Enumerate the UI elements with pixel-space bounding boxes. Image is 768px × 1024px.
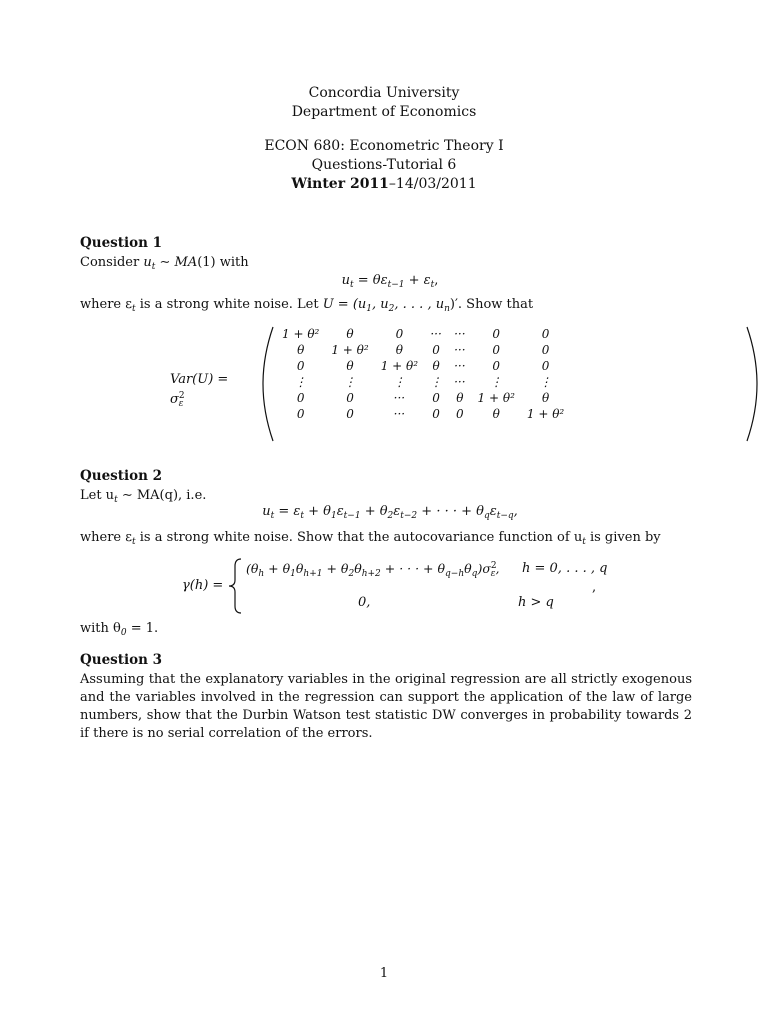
matrix-cell: 0 <box>432 343 440 357</box>
matrix-cell: ··· <box>393 391 406 405</box>
matrix-cell: 0 <box>395 327 404 341</box>
matrix-cell: ··· <box>454 327 466 341</box>
trailing-comma: , <box>592 580 597 595</box>
matrix-cell: 0 <box>432 391 440 405</box>
matrix-cell: θ <box>346 359 354 373</box>
matrix-cell: 0 <box>492 327 501 341</box>
matrix-cell: θ <box>346 327 354 341</box>
term-name: Winter 2011 <box>291 176 389 192</box>
matrix-cell: 0 <box>541 359 550 373</box>
question-3-heading: Question 3 <box>80 652 163 668</box>
matrix-cell: 0 <box>492 343 501 357</box>
matrix-cell: ⋮ <box>539 375 552 389</box>
matrix-row <box>276 390 570 406</box>
matrix-cell: 0 <box>541 343 550 357</box>
matrix-cell: ⋮ <box>393 375 406 389</box>
matrix-cell: ··· <box>454 343 466 357</box>
gamma-label: γ(h) = <box>182 578 224 593</box>
matrix-cell: 0 <box>296 359 305 373</box>
matrix-cell: ··· <box>454 375 466 389</box>
question-2 <box>80 467 700 507</box>
question-3 <box>80 651 692 743</box>
document-header <box>0 84 768 194</box>
matrix-cell: ··· <box>454 359 466 373</box>
matrix-cell: 0 <box>346 407 354 421</box>
case-1-expression: ($\theta_h + \theta_1\theta_{h+1} + \theta_2\theta_{h+2}$ + · · · + $\theta_{q-h}\theta_q)\sigma^2_\varepsilon$, <box>246 561 500 579</box>
matrix-cell: θ <box>456 391 464 405</box>
case-1-condition: h = 0, . . . , q <box>522 561 608 576</box>
matrix-cell: 0 <box>455 407 464 421</box>
question-2-with: with $\theta_0 = 1$. <box>80 621 159 638</box>
matrix-cell: 1 + θ² <box>380 359 419 373</box>
question-3-text: Assuming that the explanatory variables in the original regression are all strictly exogenous and the variables involved in the regression can support the application of the law of large numbers, show that the Durbin Watson test statistic DW converges in probability towards 2 if there is no serial correlation of the errors. <box>80 671 692 741</box>
left-brace-icon <box>228 558 242 614</box>
question-1-heading: Question 1 <box>80 235 163 251</box>
term-line <box>0 175 768 194</box>
autocovariance-function <box>182 558 608 614</box>
matrix-cell: θ <box>541 391 550 405</box>
matrix-cell: 1 + θ² <box>331 343 369 357</box>
page-number: 1 <box>379 966 389 981</box>
question-2-heading: Question 2 <box>80 468 163 484</box>
matrix-cell: 0 <box>432 407 440 421</box>
tutorial-title: Questions-Tutorial 6 <box>311 157 457 173</box>
matrix-cell: ··· <box>430 327 442 341</box>
matrix-row <box>276 326 570 342</box>
matrix-table <box>276 326 570 422</box>
matrix-row <box>276 374 570 390</box>
question-1-intro: Consider $u_t$ ∼ MA(1) with <box>80 254 249 272</box>
question-2-intro: Let $u_t$ ∼ MA(q), i.e. <box>80 487 207 505</box>
matrix-cell: 1 + θ² <box>526 407 565 421</box>
case-2-condition: h > q <box>518 595 554 610</box>
matrix-cell: 0 <box>346 391 354 405</box>
matrix-cell: 0 <box>296 391 305 405</box>
matrix-cell: ⋮ <box>490 375 503 389</box>
matrix-cell: ⋮ <box>294 375 307 389</box>
matrix-cell: 1 + θ² <box>282 327 320 341</box>
matrix-cell: 0 <box>492 359 501 373</box>
left-paren-icon <box>262 326 274 442</box>
question-1-where: where $\varepsilon_t$ is a strong white noise. Let $U = (u_1$, $u_2$, . . . , $u_n)'$. Show that <box>80 297 534 314</box>
variance-label: $Var(U) = \sigma^2_\varepsilon$ <box>170 372 229 409</box>
matrix-cell: θ <box>297 343 305 357</box>
course-title: ECON 680: Econometric Theory I <box>264 138 504 154</box>
department-name: Department of Economics <box>291 104 477 120</box>
matrix-row <box>276 342 570 358</box>
matrix-cell: θ <box>432 359 440 373</box>
matrix-cell: ··· <box>393 407 406 421</box>
right-paren-icon <box>746 326 758 442</box>
question-2-equation: $u_t = \varepsilon_t + \theta_1\varepsilon_{t-1} + \theta_2\varepsilon_{t-2}$ + · · · + $\theta_q\varepsilon_{t-q}$, <box>262 504 518 521</box>
case-2-expression: 0, <box>358 595 371 610</box>
term-date: –14/03/2011 <box>388 176 477 192</box>
matrix-row <box>276 406 570 422</box>
matrix-cell: 0 <box>296 407 305 421</box>
matrix-cell: 0 <box>541 327 550 341</box>
matrix-cell: ⋮ <box>430 375 443 389</box>
university-name: Concordia University <box>308 85 460 101</box>
question-2-where: where $\varepsilon_t$ is a strong white noise. Show that the autocovariance function of $u_t$ is given by <box>80 530 661 547</box>
matrix-cell: ⋮ <box>344 375 357 389</box>
matrix-cell: θ <box>395 343 404 357</box>
matrix-cell: θ <box>492 407 500 421</box>
variance-matrix <box>170 326 600 442</box>
matrix-cell: 1 + θ² <box>477 391 515 405</box>
question-1 <box>80 234 700 274</box>
matrix-row <box>276 358 570 374</box>
question-1-equation: $u_t = \theta\varepsilon_{t-1} + \varepsilon_t$, <box>341 273 439 290</box>
